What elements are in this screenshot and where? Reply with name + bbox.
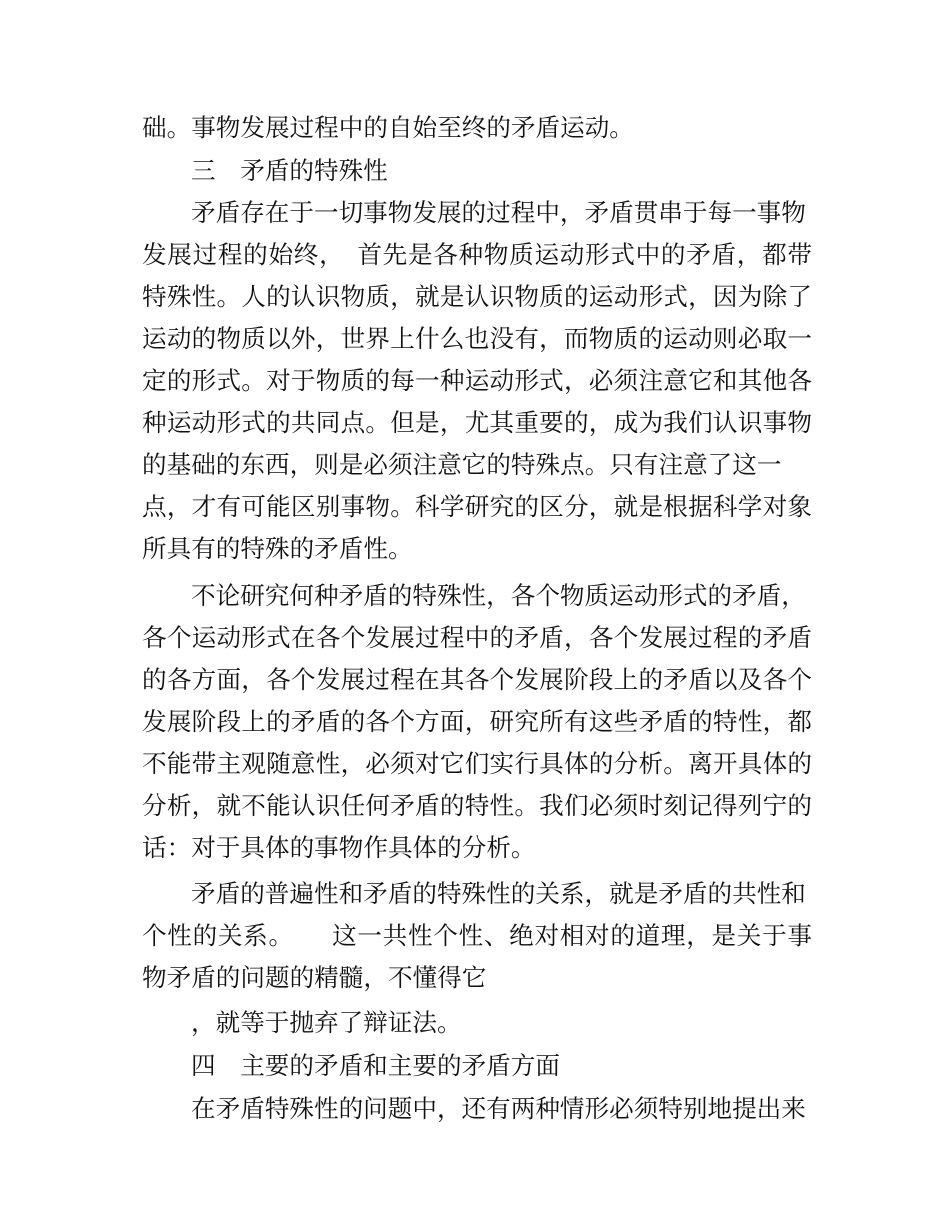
text-line: 矛盾的普遍性和矛盾的特殊性的关系，就是矛盾的共性和	[191, 879, 806, 908]
text-line: 物矛盾的问题的精髓，不懂得它	[142, 963, 487, 992]
text-line: 点，才有可能区别事物。科学研究的区分，就是根据科学对象	[142, 492, 812, 521]
text-line: 话：对于具体的事物作具体的分析。	[142, 833, 536, 862]
text-line: 发展阶段上的矛盾的各个方面，研究所有这些矛盾的特性，都	[142, 707, 812, 736]
text-line: 定的形式。对于物质的每一种运动形式，必须注意它和其他各	[142, 366, 812, 395]
text-line: 特殊性。人的认识物质，就是认识物质的运动形式，因为除了	[142, 282, 812, 311]
text-line: 不能带主观随意性，必须对它们实行具体的分析。离开具体的	[142, 749, 812, 778]
text-line: 分析，就不能认识任何矛盾的特性。我们必须时刻记得列宁的	[142, 791, 812, 820]
section-heading: 四 主要的矛盾和主要的矛盾方面	[191, 1051, 560, 1080]
text-line: 运动的物质以外，世界上什么也没有，而物质的运动则必取一	[142, 324, 812, 353]
text-line: 发展过程的始终， 首先是各种物质运动形式中的矛盾，都带	[142, 240, 812, 269]
text-line: 在矛盾特殊性的问题中，还有两种情形必须特别地提出来	[191, 1094, 806, 1123]
text-line: 的各方面，各个发展过程在其各个发展阶段上的矛盾以及各个	[142, 665, 812, 694]
text-line: 所具有的特殊的矛盾性。	[142, 534, 413, 563]
text-line: 个性的关系。 这一共性个性、绝对相对的道理，是关于事	[142, 921, 812, 950]
text-line: ，就等于抛弃了辩证法。	[191, 1008, 462, 1037]
text-line: 础。事物发展过程中的自始至终的矛盾运动。	[142, 113, 634, 142]
text-line: 的基础的东西，则是必须注意它的特殊点。只有注意了这一	[142, 450, 782, 479]
text-line: 不论研究何种矛盾的特殊性，各个物质运动形式的矛盾，	[191, 581, 806, 610]
text-line: 各个运动形式在各个发展过程中的矛盾，各个发展过程的矛盾	[142, 623, 812, 652]
text-line: 种运动形式的共同点。但是，尤其重要的，成为我们认识事物	[142, 408, 812, 437]
section-heading: 三 矛盾的特殊性	[191, 156, 388, 185]
text-line: 矛盾存在于一切事物发展的过程中，矛盾贯串于每一事物	[191, 198, 806, 227]
